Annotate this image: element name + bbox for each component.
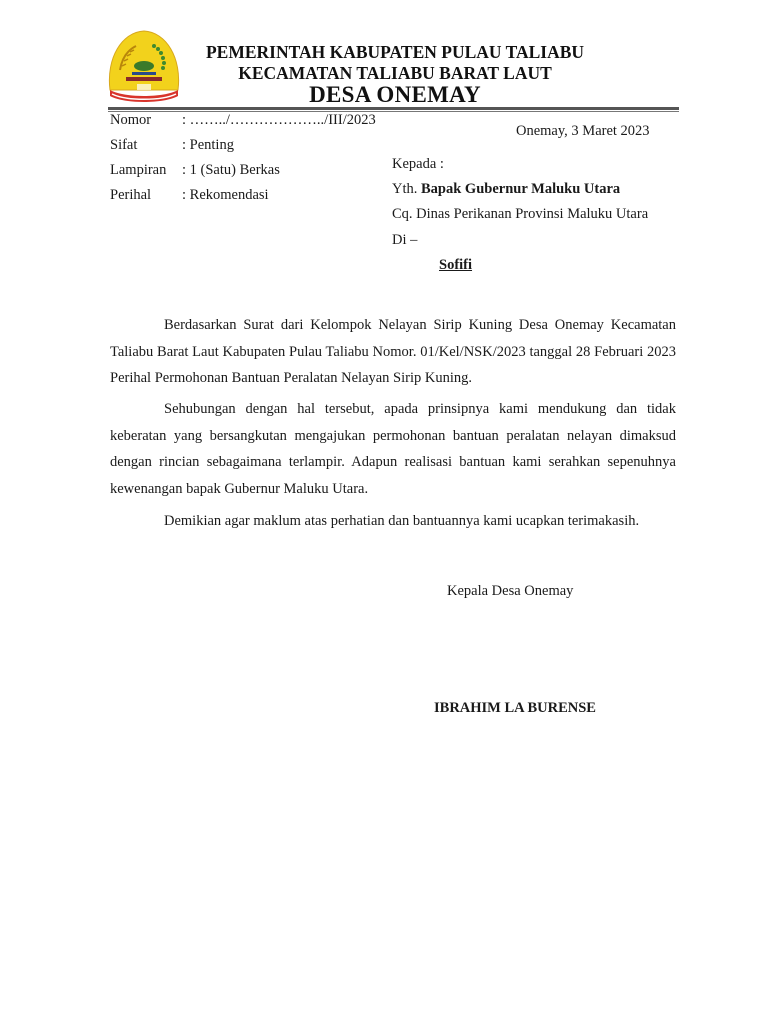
recipient-name: Bapak Gubernur Maluku Utara [421,181,621,197]
meta-nomor [110,112,376,129]
letterhead-divider [108,107,679,110]
letterhead-government: PEMERINTAH KABUPATEN PULAU TALIABU [205,42,585,62]
recipient-kepada: Kepada : [392,156,444,172]
letterhead-village: DESA ONEMAY [309,82,481,107]
meta-value: : Penting [182,137,234,153]
meta-value: : 1 (Satu) Berkas [182,162,280,178]
meta-value: : ……../………………../III/2023 [182,112,376,128]
body-paragraph-1: Berdasarkan Surat dari Kelompok Nelayan Sirip Kuning Desa Onemay Kecamatan Taliabu Barat Laut Kabupaten Pulau Taliabu Nomor. 01/Kel/NSK/2023 tanggal 28 Februari 2023 Perihal Permohonan Bantuan Peralatan Nelayan Sirip Kuning. [110,317,676,386]
meta-perihal [110,187,269,204]
letter-date: Onemay, 3 Maret 2023 [516,123,650,139]
meta-label: Nomor [110,112,152,128]
meta-sifat [110,137,234,154]
recipient-yth-prefix: Yth. [392,181,421,197]
meta-label: Lampiran [110,162,167,178]
recipient-cq: Cq. Dinas Perikanan Provinsi Maluku Utara [392,206,649,222]
regency-emblem-icon [104,28,184,106]
recipient-di: Di – [392,232,418,248]
signature-name: IBRAHIM LA BURENSE [434,700,596,716]
recipient-city: Sofifi [439,257,473,273]
recipient-yth [392,181,620,198]
meta-label: Perihal [110,187,152,203]
body-paragraph-3: Demikian agar maklum atas perhatian dan bantuannya kami ucapkan terimakasih. [164,513,640,529]
signature-title: Kepala Desa Onemay [447,583,574,599]
meta-lampiran [110,162,280,179]
meta-value: : Rekomendasi [182,187,269,203]
body-paragraph-2: Sehubungan dengan hal tersebut, apada prinsipnya kami mendukung dan tidak keberatan yang bersangkutan mengajukan permohonan bantuan peralatan nelayan dimaksud dengan rincian sebagaimana terlampir. Adapun realisasi bantuan kami serahkan sepenuhnya kewenangan bapak Gubernur Maluku Utara. [110,401,676,497]
letterhead-district: KECAMATAN TALIABU BARAT LAUT [238,63,552,83]
meta-label: Sifat [110,137,138,153]
